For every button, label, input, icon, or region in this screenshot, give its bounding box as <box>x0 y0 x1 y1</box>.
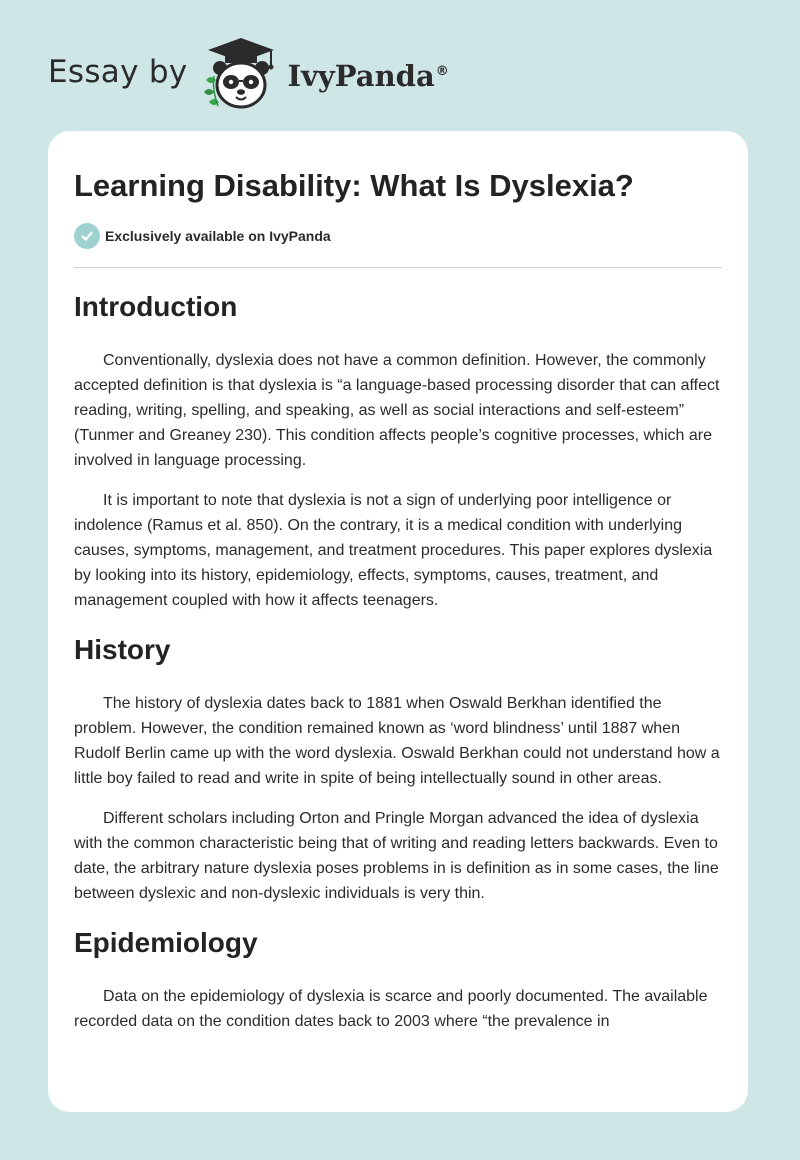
paragraph: The history of dyslexia dates back to 1881 when Oswald Berkhan identified the problem. However, the condition remained known as ‘word blindness’ until 1887 when Rudolf Berlin came up with the word dyslexia. Oswald Berkhan could not understand how a little boy failed to read and write in spite of being intellectually sound in other areas. <box>74 695 720 787</box>
brand-name <box>288 59 449 93</box>
exclusive-label: Exclusively available on IvyPanda <box>105 228 331 244</box>
paragraph: Conventionally, dyslexia does not have a common definition. However, the commonly accepted definition is that dyslexia is “a language-based processing disorder that can affect reading, writing, spelling, and speaking, as well as social interactions and self-esteem” (Tunmer and Greaney 230). This condition affects people’s cognitive processes, which are involved in language processing. <box>74 352 720 469</box>
paragraph: It is important to note that dyslexia is not a sign of underlying poor intelligence or indolence (Ramus et al. 850). On the contrary, it is a medical condition with underlying causes, symptoms, management, and treatment procedures. This paper explores dyslexia by looking into its history, epidemiology, effects, symptoms, causes, treatment, and management coupled with how it affects teenagers. <box>74 492 713 609</box>
section-heading-history: History <box>74 634 171 665</box>
registered-mark: ® <box>435 64 449 80</box>
essay-title: Learning Disability: What Is Dyslexia? <box>74 168 634 203</box>
paragraph: Data on the epidemiology of dyslexia is scarce and poorly documented. The available recorded data on the condition dates back to 2003 where “the prevalence in <box>74 988 708 1030</box>
brand-prefix: Essay by <box>48 54 188 90</box>
brand-name-text: IvyPanda <box>287 59 435 93</box>
brand-header <box>48 34 449 114</box>
essay-card <box>48 131 748 1112</box>
panda-logo-icon[interactable] <box>200 36 282 112</box>
paragraph: Different scholars including Orton and Pringle Morgan advanced the idea of dyslexia with the common characteristic being that of writing and reading letters backwards. Even to date, the arbitrary nature dyslexia poses problems in is definition as in some cases, the line between dyslexic and non-dyslexic individuals is very thin. <box>74 810 719 902</box>
section-heading-epidemiology: Epidemiology <box>74 927 258 958</box>
check-icon <box>74 223 100 249</box>
title-divider <box>74 267 722 268</box>
section-heading-introduction: Introduction <box>74 291 238 322</box>
exclusive-badge <box>74 222 722 250</box>
